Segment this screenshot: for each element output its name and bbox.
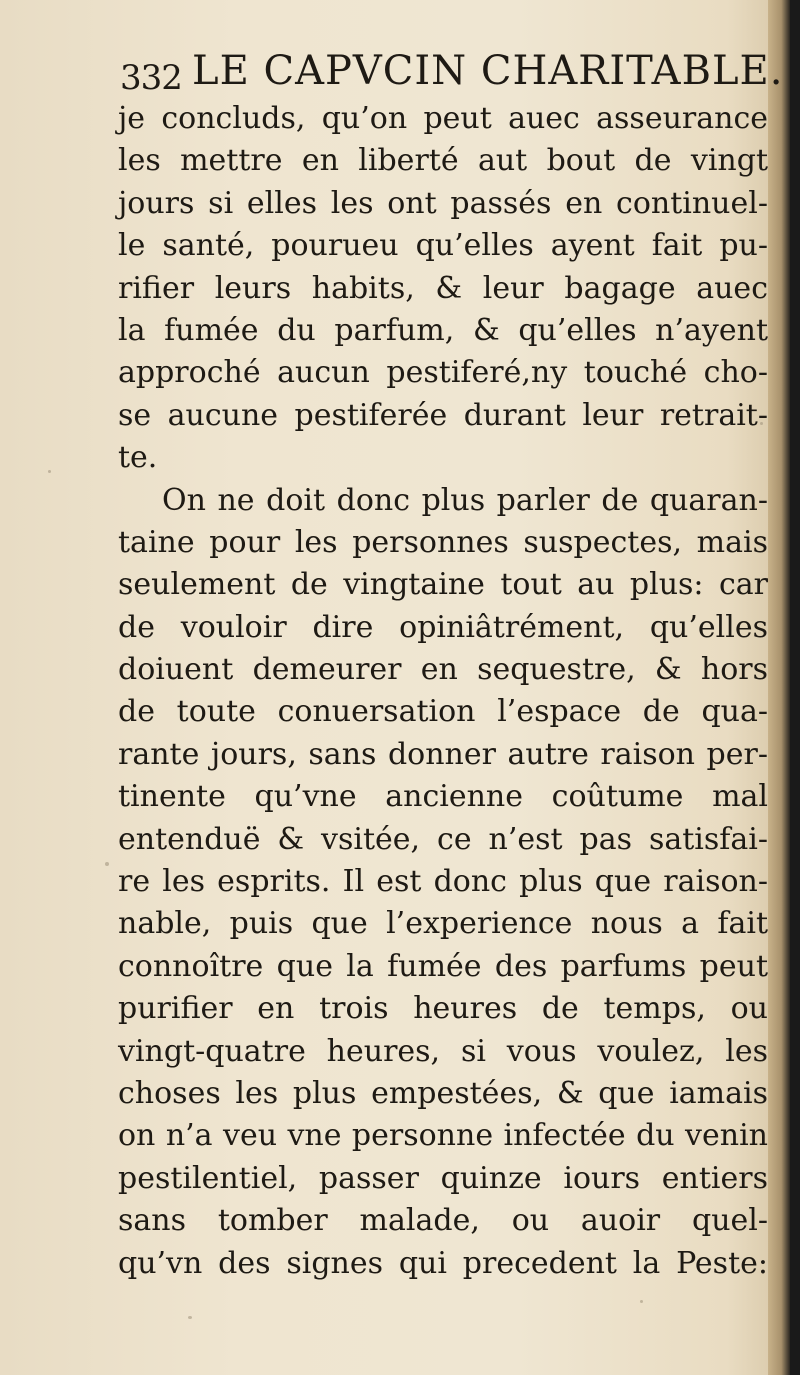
text-line: approché aucun pestiferé,ny touché cho- — [118, 355, 768, 391]
text-line: nable, puis que l’experience nous a fait — [118, 906, 768, 942]
text-line: qu’vn des signes qui precedent la Peste: — [118, 1245, 768, 1281]
text-line: entenduë & vsitée, ce n’est pas satisfai- — [118, 821, 768, 857]
text-line: les mettre en liberté aut bout de vingt — [118, 143, 768, 179]
text-line: la fumée du parfum, & qu’elles n’ayent — [118, 312, 768, 348]
text-line: te. — [118, 440, 158, 476]
text-line: rifier leurs habits, & leur bagage auec — [118, 270, 768, 306]
text-line: on n’a veu vne personne infectée du venin — [118, 1118, 768, 1154]
text-line: de vouloir dire opiniâtrément, qu’elles — [118, 609, 768, 645]
text-line: seulement de vingtaine tout au plus: car — [118, 567, 768, 603]
text-line: le santé, pourueu qu’elles ayent fait pu- — [118, 228, 768, 264]
body-text — [118, 98, 768, 1285]
text-line: purifier en trois heures de temps, ou — [118, 991, 768, 1027]
text-line: pestilentiel, passer quinze iours entiers — [118, 1160, 768, 1196]
paper-speck — [640, 1300, 643, 1303]
page-number: 332 — [120, 58, 182, 98]
page-edge-shadow — [768, 0, 790, 1375]
text-line: doiuent demeurer en sequestre, & hors — [118, 652, 768, 688]
text-line: choses les plus empestées, & que iamais — [118, 1075, 768, 1111]
paper-speck — [188, 1316, 192, 1319]
text-line: se aucune pestiferée durant leur retrait- — [118, 397, 768, 433]
text-line: rante jours, sans donner autre raison per- — [118, 736, 768, 772]
running-title: LE CAPVCIN CHARITABLE. — [192, 48, 784, 94]
text-line: de toute conuersation l’espace de qua- — [118, 694, 768, 730]
text-line: je concluds, qu’on peut auec asseurance — [118, 101, 768, 136]
text-line: connoître que la fumée des parfums peut — [118, 948, 768, 984]
paper-speck — [48, 470, 51, 473]
text-line: taine pour les personnes suspectes, mais — [118, 524, 768, 560]
text-line: tinente qu’vne ancienne coûtume mal — [118, 779, 768, 815]
text-line: re les esprits. Il est donc plus que raison- — [118, 864, 768, 900]
text-line: jours si elles les ont passés en continuel- — [118, 185, 768, 221]
page-header — [120, 46, 784, 102]
paper-speck — [105, 862, 109, 866]
text-line: sans tomber malade, ou auoir quel- — [118, 1203, 768, 1239]
paragraph-first-line: On ne doit donc plus parler de quaran- — [162, 482, 768, 518]
text-line: vingt-quatre heures, si vous voulez, les — [118, 1033, 768, 1069]
